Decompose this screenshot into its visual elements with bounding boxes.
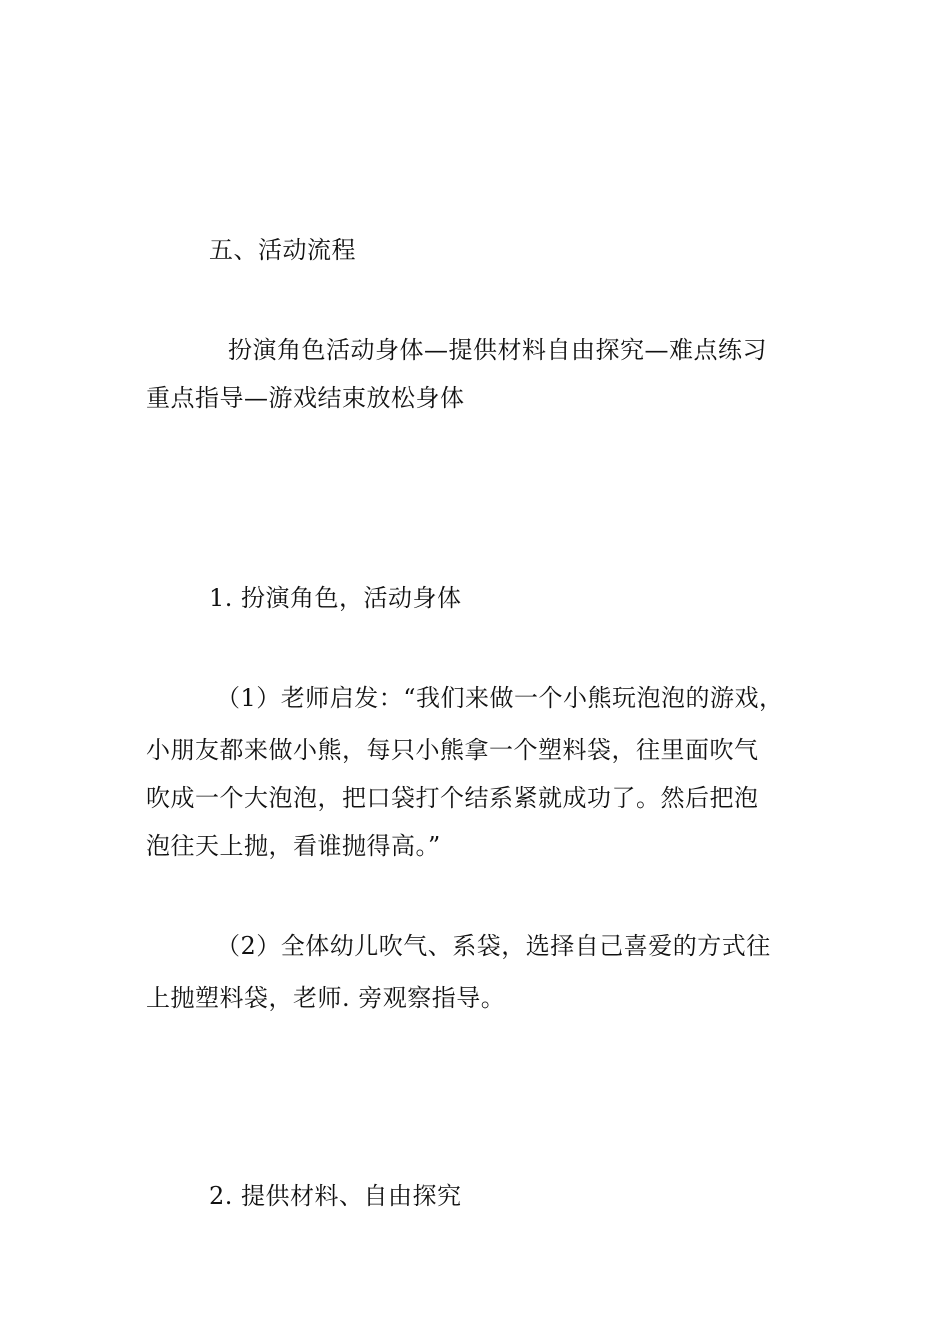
step-1-item-1-line-3: 吹成一个大泡泡，把口袋打个结系紧就成功了。然后把泡: [146, 784, 759, 812]
step-1-heading: 1. 扮演角色，活动身体: [209, 584, 462, 612]
step-2-heading: 2. 提供材料、自由探究: [209, 1182, 462, 1210]
step-1-item-1-line-4: 泡往天上抛，看谁抛得高。”: [146, 832, 441, 860]
step-1-item-2-line-1: （2）全体幼儿吹气、系袋，选择自己喜爱的方式往: [216, 932, 771, 960]
step-1-item-2-line-2: 上抛塑料袋，老师. 旁观察指导。: [146, 984, 506, 1012]
step-1-item-1-line-1: （1）老师启发：“我们来做一个小熊玩泡泡的游戏，: [216, 684, 784, 712]
section-heading: 五、活动流程: [209, 236, 356, 264]
step-1-item-1-line-2: 小朋友都来做小熊，每只小熊拿一个塑料袋，往里面吹气: [146, 736, 759, 764]
flow-summary-line-2: 重点指导—游戏结束放松身体: [146, 384, 465, 412]
flow-summary-line-1: 扮演角色活动身体—提供材料自由探究—难点练习: [228, 336, 767, 364]
